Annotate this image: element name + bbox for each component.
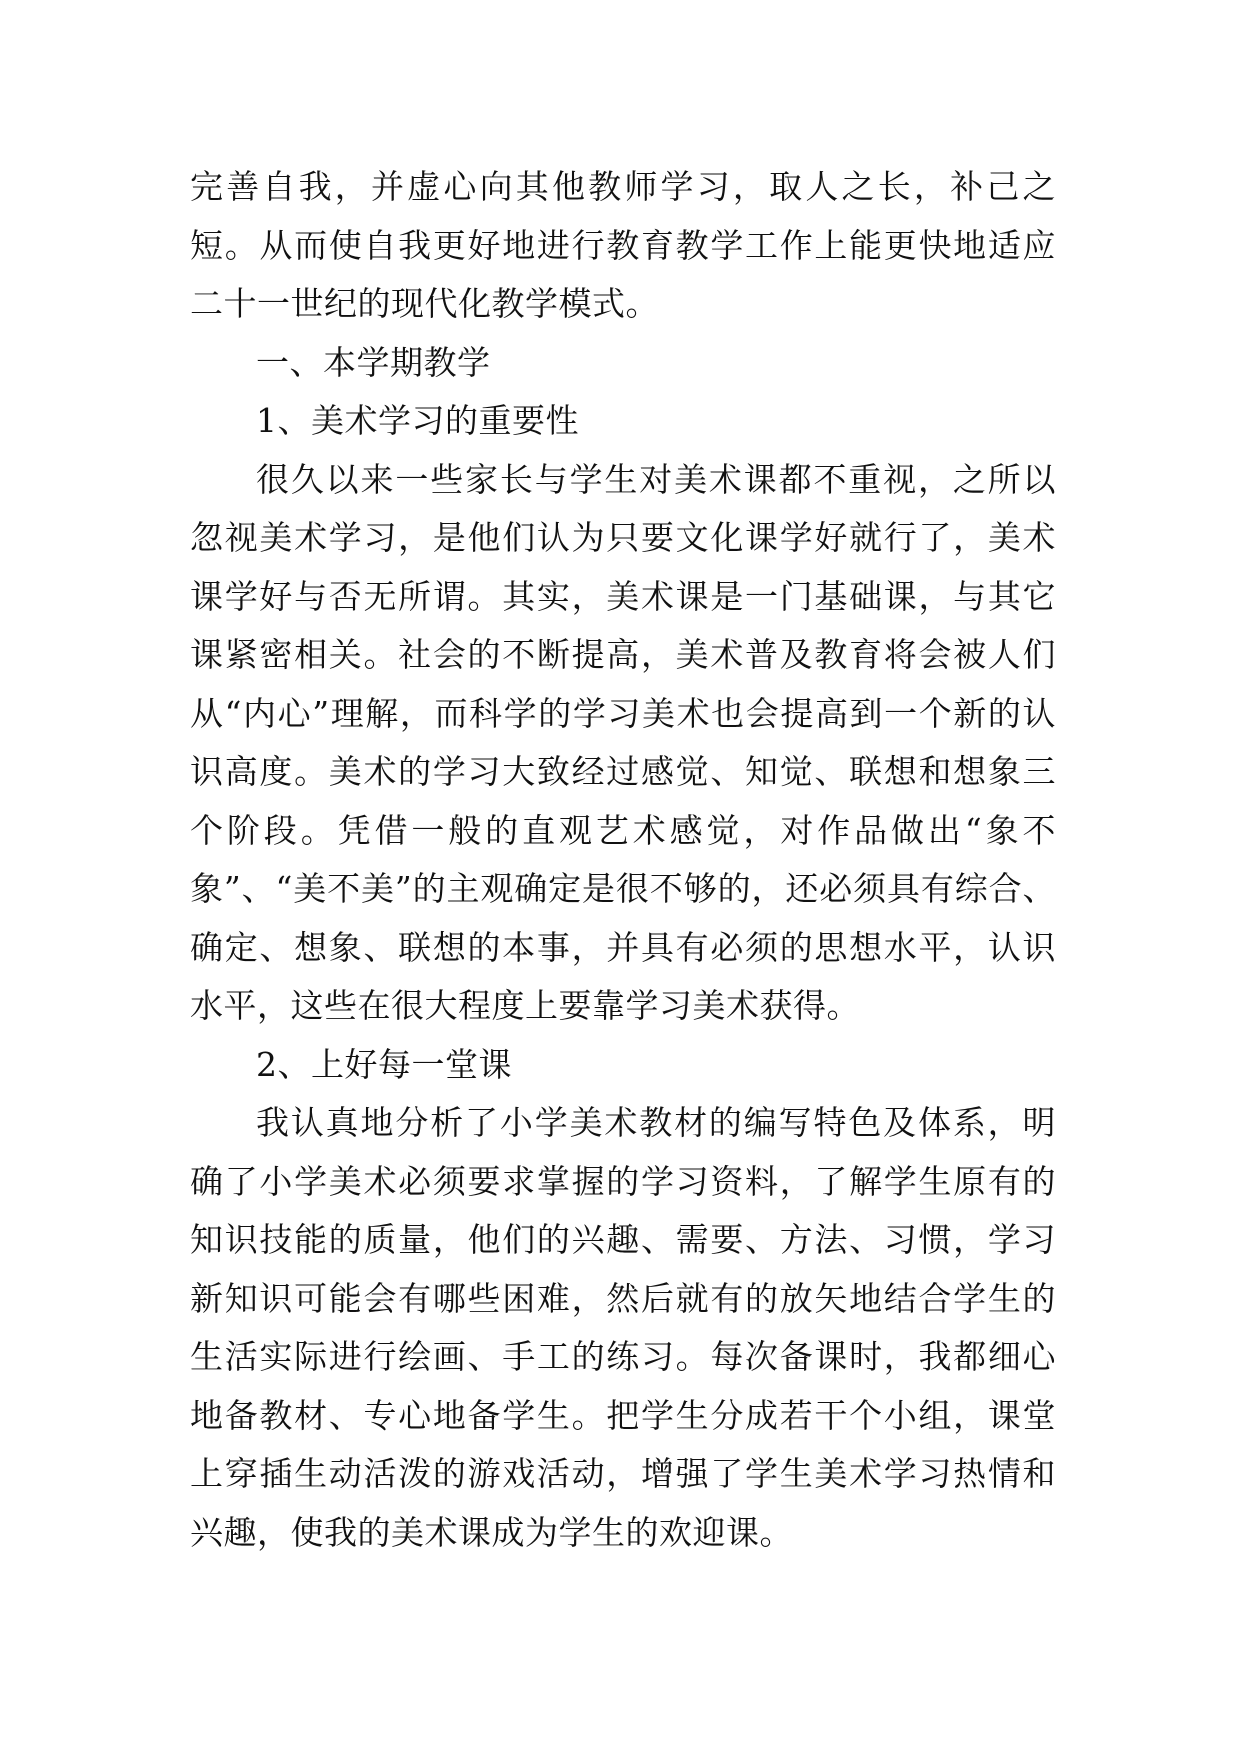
section-heading-this-semester-teaching: 一、本学期教学 [256, 342, 491, 382]
subheading-importance-of-art-learning: 1、美术学习的重要性 [256, 401, 579, 440]
paragraph-teach-every-class: 我认真地分析了小学美术教材的编写特色及体系，明确了小学美术必须要求掌握的学习资料，了解学生原有的知识技能的质量，他们的兴趣、需要、方法、习惯，学习新知识可能会有哪些困难，然后就有的放矢地结合学生的生活实际进行绘画、手工的练习。每次备课时，我都细心地备教材、专心地备学生。把学生分成若干个小组，课堂上穿插生动活泼的游戏活动，增强了学生美术学习热情和兴趣，使我的美术课成为学生的欢迎课。 [190, 1103, 1056, 1552]
subheading-teach-every-class-well: 2、上好每一堂课 [256, 1044, 512, 1084]
paragraph-importance-of-art: 很久以来一些家长与学生对美术课都不重视，之所以忽视美术学习，是他们认为只要文化课学好就行了，美术课学好与否无所谓。其实，美术课是一门基础课，与其它课紧密相关。社会的不断提高，美术普及教育将会被人们从“内心”理解，而科学的学习美术也会提高到一个新的认识高度。美术的学习大致经过感觉、知觉、联想和想象三个阶段。凭借一般的直观艺术感觉，对作品做出“象不象”、“美不美”的主观确定是很不够的，还必须具有综合、确定、想象、联想的本事，并具有必须的思想水平，认识水平，这些在很大程度上要靠学习美术获得。 [190, 459, 1056, 1025]
document-page [190, 158, 1056, 1562]
paragraph-continuation: 完善自我，并虚心向其他教师学习，取人之长，补己之短。从而使自我更好地进行教育教学工作上能更快地适应二十一世纪的现代化教学模式。 [190, 167, 1056, 323]
